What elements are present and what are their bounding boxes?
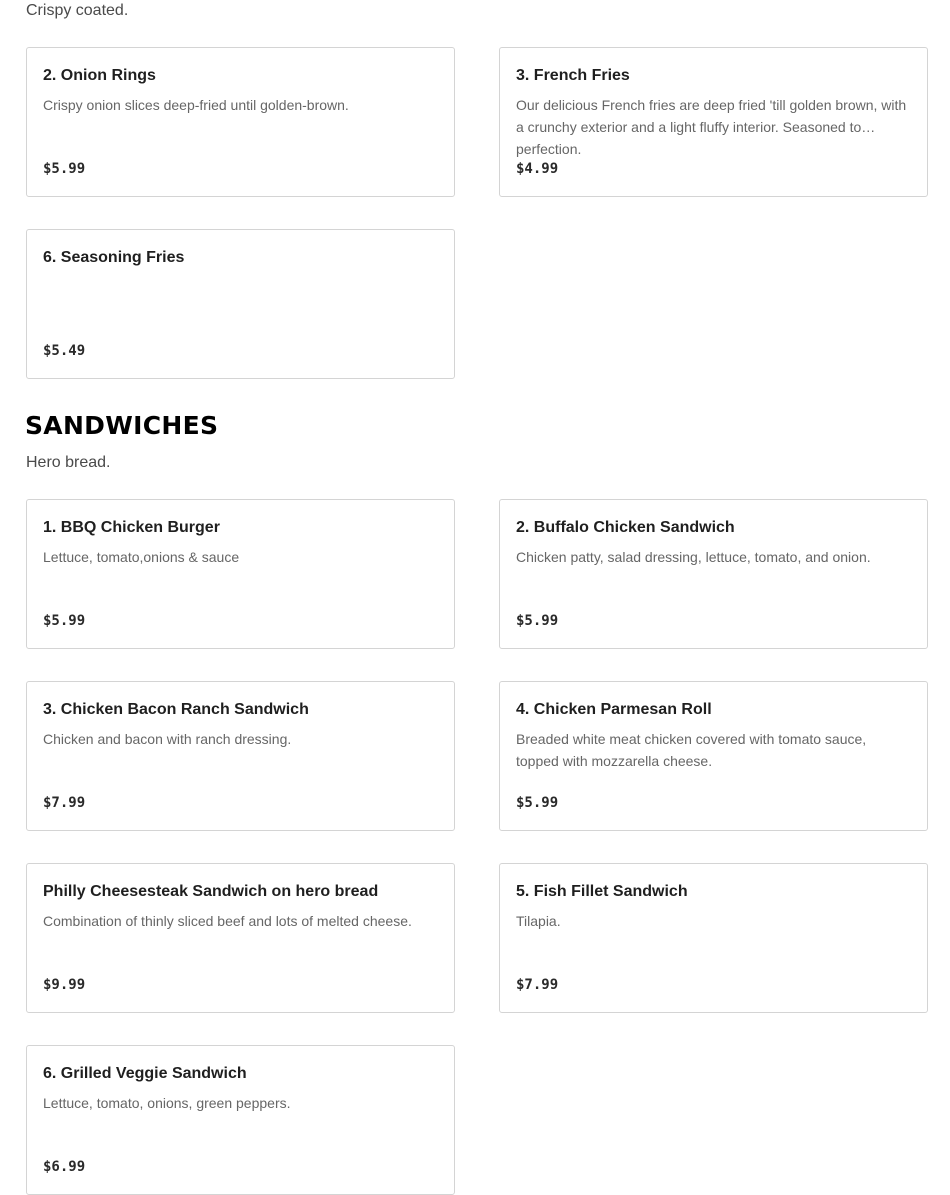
menu-item-price: $5.99 (516, 795, 559, 811)
menu-item-price: $6.99 (43, 1159, 86, 1175)
menu-item-description: Breaded white meat chicken covered with tomato sauce, topped with mozzarella cheese. (516, 731, 867, 769)
menu-item-name: 3. French Fries (516, 67, 630, 84)
section-title: SANDWICHES (25, 411, 219, 440)
menu-item-price: $9.99 (43, 977, 86, 993)
menu-item-description: Our delicious French fries are deep fried 'till golden brown, with a crunchy exterior and a light fluffy interior. Seasoned to perfection. (516, 97, 907, 157)
menu-item-name: 2. Buffalo Chicken Sandwich (516, 519, 735, 536)
menu-item-name: 1. BBQ Chicken Burger (43, 519, 220, 536)
menu-item-name: Philly Cheesesteak Sandwich on hero bread (43, 883, 379, 900)
menu-item-name: 6. Seasoning Fries (43, 249, 185, 266)
menu-item-name: 6. Grilled Veggie Sandwich (43, 1065, 247, 1082)
menu-item-name: 5. Fish Fillet Sandwich (516, 883, 688, 900)
menu-item-name: 2. Onion Rings (43, 67, 156, 84)
menu-item-description: Chicken and bacon with ranch dressing. (43, 731, 292, 747)
menu-item-description: Chicken patty, salad dressing, lettuce, tomato, and onion. (516, 549, 871, 565)
section-description: Crispy coated. (26, 2, 129, 19)
menu-item-card[interactable] (499, 681, 928, 831)
menu-item-price: $5.49 (43, 343, 86, 359)
menu-item-price: $5.99 (43, 161, 86, 177)
menu-item-description: Lettuce, tomato,onions & sauce (43, 549, 240, 565)
menu-item-description: Crispy onion slices deep-fried until golden-brown. (43, 97, 349, 113)
menu-item-description: Combination of thinly sliced beef and lots of melted cheese. (43, 913, 412, 929)
menu-item-card[interactable] (499, 47, 928, 197)
menu-item-price: $5.99 (43, 613, 86, 629)
menu-item-description: Lettuce, tomato, onions, green peppers. (43, 1095, 291, 1111)
menu-item-name: 3. Chicken Bacon Ranch Sandwich (43, 701, 309, 718)
menu-item-card[interactable] (26, 499, 455, 649)
menu-item-price: $5.99 (516, 613, 559, 629)
menu-item-card[interactable] (499, 499, 928, 649)
menu-item-card[interactable] (26, 229, 455, 379)
menu-item-card[interactable] (26, 1045, 455, 1195)
menu-item-name: 4. Chicken Parmesan Roll (516, 701, 712, 718)
menu-item-card[interactable] (26, 681, 455, 831)
menu-item-price: $7.99 (43, 795, 86, 811)
menu-item-price: $7.99 (516, 977, 559, 993)
section-description: Hero bread. (26, 454, 111, 471)
menu-item-description: Tilapia. (516, 913, 561, 929)
menu-item-card[interactable] (26, 863, 455, 1013)
menu-item-price: $4.99 (516, 161, 559, 177)
menu-item-card[interactable] (26, 47, 455, 197)
menu-item-card[interactable] (499, 863, 928, 1013)
